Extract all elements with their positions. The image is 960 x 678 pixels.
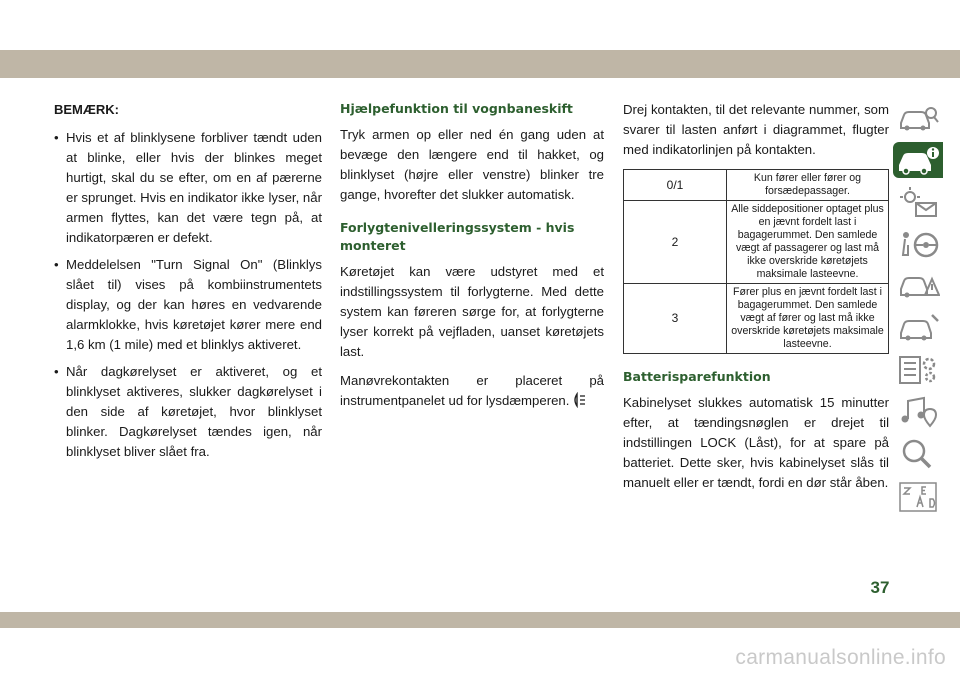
checklist-gears-icon [896,353,940,387]
car-info-icon [896,143,940,177]
table-cell-number: 3 [624,284,727,354]
tab-safety[interactable] [893,226,943,262]
tab-warning-lights[interactable] [893,184,943,220]
column-right [623,100,889,502]
table-cell-description: Fører plus en jævnt fordelt last i bagagerummet. Den samlede vægt af fører og last må ikke overskride køretøjets maksimale lasteevne. [727,284,889,354]
top-band [0,50,960,78]
load-table [623,169,889,354]
tab-alphabetical-index[interactable] [893,478,943,514]
airbag-steering-wheel-icon [896,227,940,261]
watermark: carmanualsonline.info [735,646,946,669]
warning-light-mail-icon [896,185,940,219]
bottom-band [0,612,960,628]
car-search-icon [896,101,940,135]
table-row [624,170,889,201]
table-cell-number: 2 [624,201,727,284]
car-warning-triangle-icon [896,269,940,303]
tab-getting-to-know-instrument-panel[interactable] [893,142,943,178]
table-row [624,201,889,284]
tab-in-case-of-emergency[interactable] [893,268,943,304]
tab-index-search[interactable] [893,436,943,472]
page-number: 37 [870,578,890,597]
switch-location-text: Manøvrekontakten er placeret på instrumentpanelet ud for lysdæmperen. [340,373,604,408]
section-heading-lane-change: Hjælpefunktion til vognbaneskift [340,101,573,116]
tab-getting-to-know-vehicle[interactable] [893,100,943,136]
chapter-tabs [893,100,953,520]
note-bullet: • Hvis et af blinklysene forbliver tændt uden at blinke, eller hvis der blinkes meget hurtigt, skal du se efter, om en af pærerne er sprunget. Hvis en indikator ikke lyser, når armen flyttes, kan det være tegn på, at indikatorpæren er defekt. [54,128,322,248]
table-row [624,284,889,354]
column-middle [340,100,604,420]
note-bullet: • Når dagkørelyset er aktiveret, og et blinklyset aktiveres, slukker dagkørelyset i den side af køretøjet, hvor blinklyset blinker. Dagkørelyset tændes igen, når blinklyset bliver slået fra. [54,362,322,462]
tab-technical-specifications[interactable] [893,352,943,388]
music-navigation-icon [896,395,940,429]
paragraph-turn-switch: Drej kontakten, til det relevante nummer, som svarer til lasten anført i diagrammet, flugter med indikatorlinjen på kontakten. [623,102,889,157]
note-bullet: • Meddelelsen "Turn Signal On" (Blinklys slået til) vises på kombiinstrumentets display, og der kan høres en vedvarende alarmklokke, hvis køretøjet kører mere end 1,6 km (1 mile) med et blinklys aktiveret. [54,255,322,355]
section-heading-battery-saver: Batterisparefunktion [623,369,771,384]
paragraph-lane-change: Tryk armen op eller ned én gang uden at bevæge den længere end til hakket, og blinklyset (højre eller venstre) blinker tre gange, hvorefter det slukker automatisk. [340,127,604,202]
column-left [54,100,322,469]
headlight-leveling-icon [572,392,586,408]
car-service-icon [896,311,940,345]
note-heading: BEMÆRK: [54,102,119,117]
table-cell-description: Alle siddepositioner optaget plus en jævnt fordelt last i bagagerummet. Den samlede vægt af passagerer og last må ikke overskride køretøjets maksimale lasteevne. [727,201,889,284]
tab-multimedia[interactable] [893,394,943,430]
paragraph-headlight-leveling: Køretøjet kan være udstyret med et indstillingssystem til forlygterne. Med dette system kan føreren sørge for, at forlygterne lyser korrekt på vejfladen, uanset køretøjets last. [340,264,604,359]
section-heading-headlight-leveling: Forlygtenivelleringssystem - hvis monteret [340,220,575,253]
table-cell-description: Kun fører eller fører og forsædepassager. [727,170,889,201]
search-magnifier-icon [896,437,940,471]
paragraph-switch-location [340,371,604,411]
tab-servicing-maintenance[interactable] [893,310,943,346]
alphabet-index-icon [896,479,940,513]
note-bullets [54,128,322,462]
paragraph-battery-saver: Kabinelyset slukkes automatisk 15 minutter efter, at tændingsnøglen er drejet til indstillingen LOCK (Låst), for at spare på batteriet. Dette sker, hvis kabinelyset slås til manuelt eller er tændt, fordi en dør står åben. [623,395,889,490]
table-cell-number: 0/1 [624,170,727,201]
